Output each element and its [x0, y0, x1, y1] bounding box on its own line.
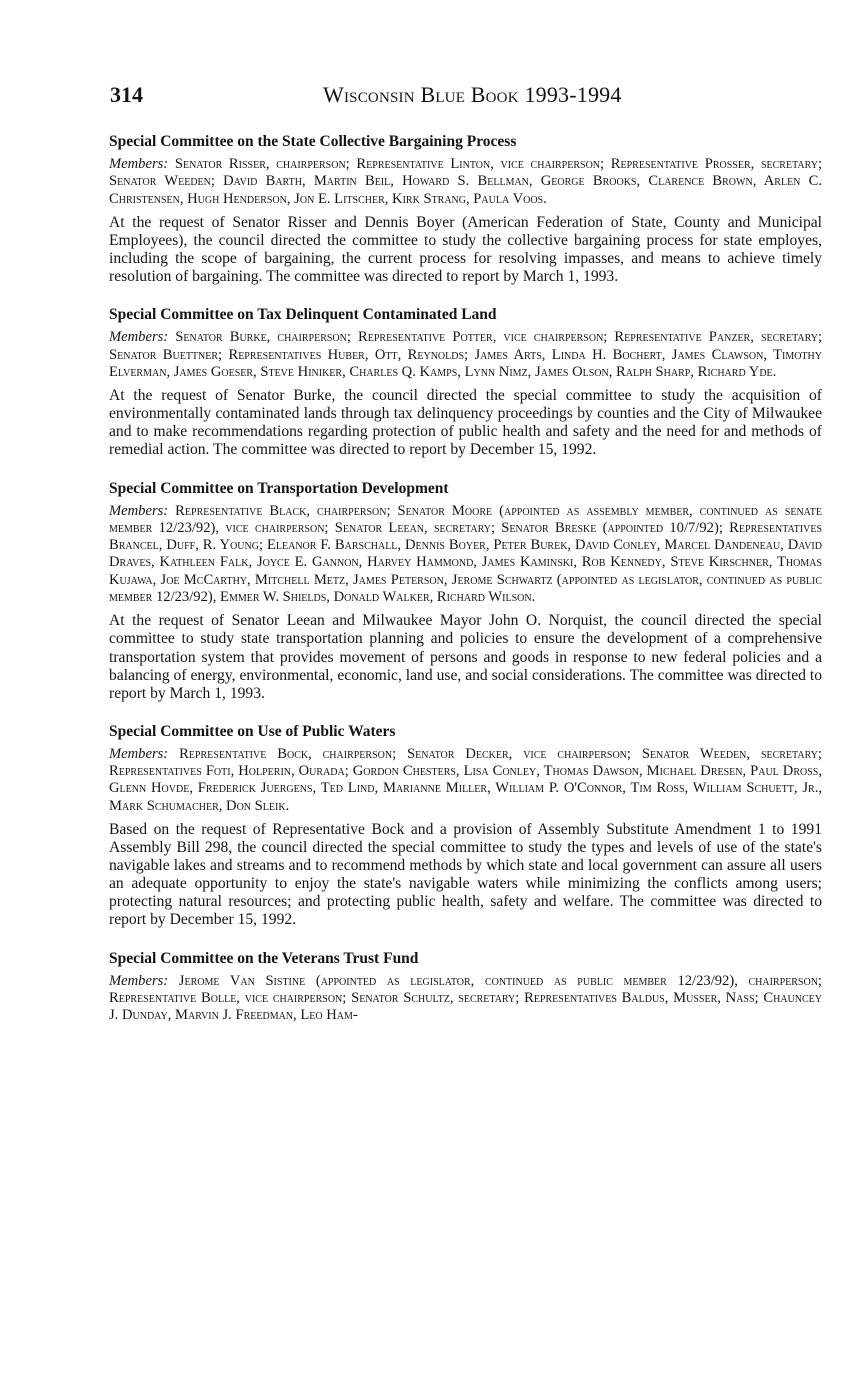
committee-members [109, 329, 822, 381]
committee-title: Special Committee on Use of Public Waters [109, 722, 396, 740]
committee-description: At the request of Senator Risser and Dennis Boyer (American Federation of State, County and Municipal Employees), the council directed the committee to study the collective bargaining process for state employes, including the scope of bargaining, the current process for resolving impasses, and means to achieve timely resolution of bargaining. The committee was directed to report by March 1, 1993. [109, 213, 822, 286]
page-header [110, 82, 822, 112]
members-list: Jerome Van Sistine (appointed as legislator, continued as public member 12/23/92), chairperson; Representative Bolle, vice chairperson; Senator Schultz, secretary; Representatives Baldus, Musser, Nass; Chauncey J. Dunday, Marvin J. Freedman, Leo Ham- [109, 972, 822, 1024]
committee-section [109, 949, 822, 1025]
committee-description: At the request of Senator Leean and Milwaukee Mayor John O. Norquist, the council directed the special committee to study state transportation planning and policies to ensure the development of a comprehensive transportation system that provides movement of persons and goods in response to new federal policies and a balancing of energy, environmental, economic, land use, and social considerations. The committee was directed to report by March 1, 1993. [109, 612, 822, 702]
page-content [109, 132, 822, 1043]
committee-section [109, 722, 822, 930]
page-number: 314 [110, 82, 143, 107]
members-label: Members: [109, 745, 169, 762]
members-list: Senator Risser, chairperson; Representative Linton, vice chairperson; Representative Prosser, secretary; Senator Weeden; David Barth, Martin Beil, Howard S. Bellman, George Brooks, Clarence Brown, Arlen C. Christensen, Hugh Henderson, Jon E. Litscher, Kirk Strang, Paula Voos. [109, 156, 822, 207]
committee-title: Special Committee on the State Collective Bargaining Process [109, 133, 517, 150]
committee-members [109, 156, 822, 208]
members-label: Members: [109, 502, 169, 519]
committee-description: At the request of Senator Burke, the council directed the special committee to study the acquisition of environmentally contaminated lands through tax delinquency proceedings by counties and the City of Milwaukee and to make recommendations regarding protection of public health and safety and the need for and methods of remedial action. The committee was directed to report by December 15, 1992. [109, 387, 822, 459]
committee-section [109, 132, 822, 286]
members-label: Members: [109, 972, 169, 989]
members-list: Representative Black, chairperson; Senator Moore (appointed as assembly member, continued as senate member 12/23/92), vice chairperson; Senator Leean, secretary; Senator Breske (appointed 10/7/92); Representatives Brancel, Duff, R. Young; Eleanor F. Barschall, Dennis Boyer, Peter Burek, David Conley, Marcel Dandeneau, David Draves, Kathleen Falk, Joyce E. Gannon, Harvey Hammond, James Kaminski, Rob Kennedy, Steve Kirschner, Thomas Kujawa, Joe McCarthy, Mitchell Metz, James Peterson, Jerome Schwartz (appointed as legislator, continued as public member 12/23/92), Emmer W. Shields, Donald Walker, Richard Wilson. [109, 502, 822, 606]
committee-title: Special Committee on Tax Delinquent Contaminated Land [109, 306, 497, 324]
members-label: Members: [109, 156, 169, 172]
running-title: Wisconsin Blue Book 1993-1994 [323, 82, 622, 107]
committee-title: Special Committee on the Veterans Trust Fund [109, 949, 419, 967]
committee-title: Special Committee on Transportation Development [109, 479, 449, 497]
members-label: Members: [109, 329, 169, 346]
members-list: Senator Burke, chairperson; Representative Potter, vice chairperson; Representative Panzer, secretary; Senator Buettner; Representatives Huber, Ott, Reynolds; James Arts, Linda H. Bochert, James Clawson, Timothy Elverman, James Goeser, Steve Hiniker, Charles Q. Kamps, Lynn Nimz, James Olson, Ralph Sharp, Richard Yde. [109, 329, 822, 380]
committee-members [109, 973, 822, 1025]
committee-members [109, 503, 822, 607]
committee-section [109, 479, 822, 703]
members-list: Representative Bock, chairperson; Senator Decker, vice chairperson; Senator Weeden, secretary; Representatives Foti, Holperin, Ourada; Gordon Chesters, Lisa Conley, Thomas Dawson, Michael Dresen, Paul Dross, Glenn Hovde, Frederick Juergens, Ted Lind, Marianne Miller, William P. O'Connor, Tim Ross, William Schuett, Jr., Mark Schumacher, Don Sleik. [109, 745, 822, 814]
committee-description: Based on the request of Representative Bock and a provision of Assembly Substitute Amendment 1 to 1991 Assembly Bill 298, the council directed the special committee to study the types and levels of use of the state's navigable lakes and streams and to recommend methods by which state and local government can assure all users an adequate opportunity to enjoy the state's navigable waters while minimizing the conflicts among users; protecting natural resources; and protecting public health, safety and welfare. The committee was directed to report by December 15, 1992. [109, 820, 822, 929]
committee-members [109, 746, 822, 815]
committee-section [109, 305, 822, 459]
